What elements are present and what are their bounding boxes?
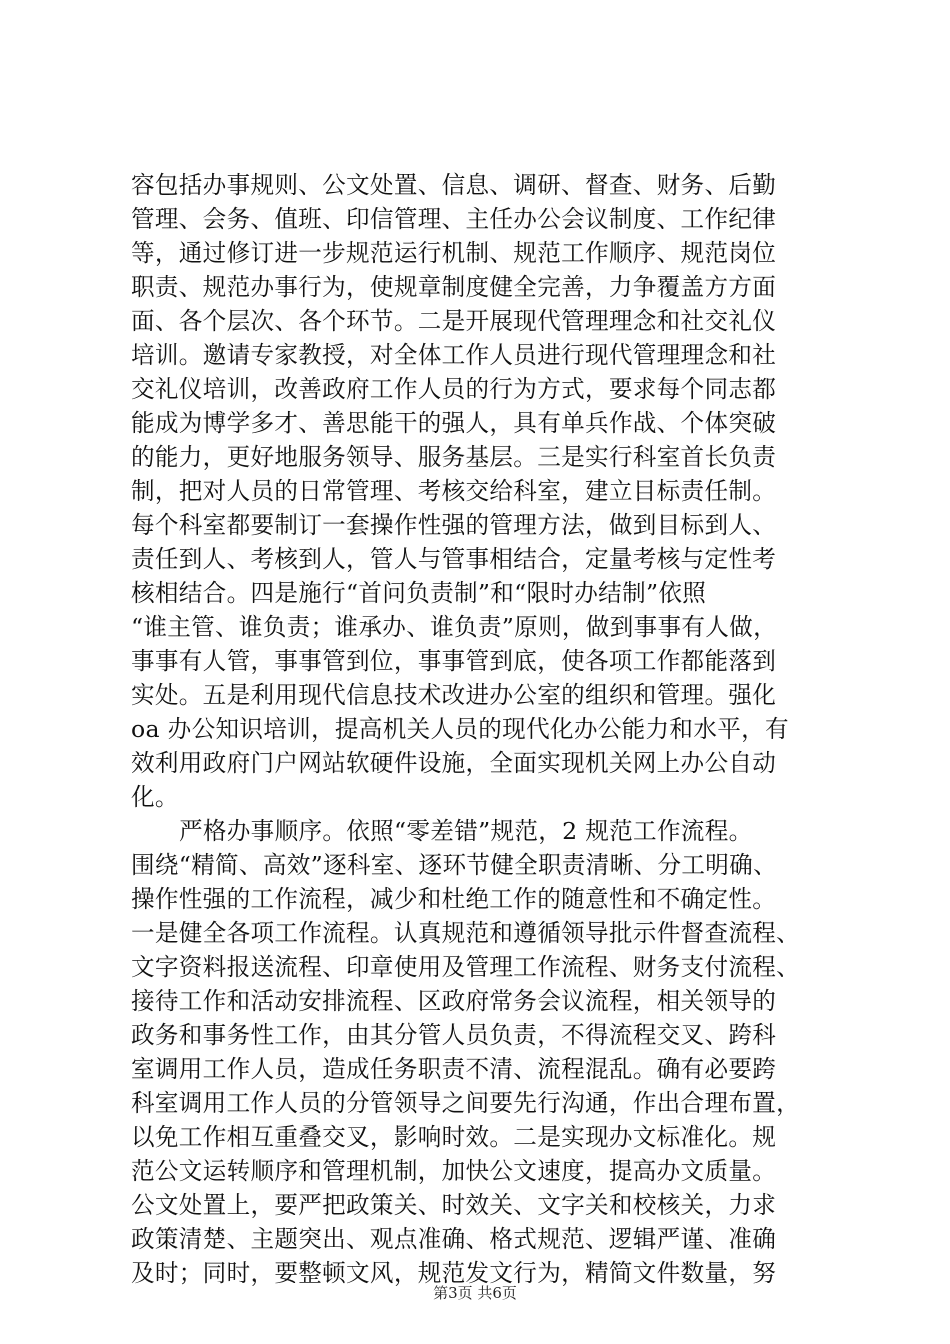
text-line: 严格办事顺序。依照“零差错”规范，2 规范工作流程。 xyxy=(179,817,753,845)
text-line: 管理、会务、值班、印信管理、主任办公会议制度、工作纪律 xyxy=(131,205,777,233)
text-line: 面、各个层次、各个环节。二是开展现代管理理念和社交礼仪 xyxy=(131,307,777,335)
text-line: “谁主管、谁负责；谁承办、谁负责”原则，做到事事有人做， xyxy=(131,613,777,641)
text-line: 的能力，更好地服务领导、服务基层。三是实行科室首长负责 xyxy=(131,443,777,471)
text-line: 制，把对人员的日常管理、考核交给科室，建立目标责任制。 xyxy=(131,477,777,505)
text-line: 及时；同时，要整顿文风，规范发文行为，精简文件数量，努 xyxy=(131,1259,777,1287)
text-line: 接待工作和活动安排流程、区政府常务会议流程，相关领导的 xyxy=(131,987,777,1015)
text-line: 政务和事务性工作，由其分管人员负责，不得流程交叉、跨科 xyxy=(131,1021,777,1049)
text-line: 等，通过修订进一步规范运行机制、规范工作顺序、规范岗位 xyxy=(131,239,777,267)
text-line: 化。 xyxy=(131,783,179,811)
text-line: 科室调用工作人员的分管领导之间要先行沟通，作出合理布置， xyxy=(131,1089,801,1117)
page-number-label: 第3页 共6页 xyxy=(433,1284,517,1302)
document-body xyxy=(131,168,841,1290)
paragraph-1 xyxy=(131,168,841,814)
text-line: 一是健全各项工作流程。认真规范和遵循领导批示件督查流程、 xyxy=(131,919,801,947)
text-line: 交礼仪培训，改善政府工作人员的行为方式，要求每个同志都 xyxy=(131,375,777,403)
text-line: 能成为博学多才、善思能干的强人，具有单兵作战、个体突破 xyxy=(131,409,777,437)
text-line: 范公文运转顺序和管理机制，加快公文速度，提高办文质量。 xyxy=(131,1157,777,1185)
text-line: oa 办公知识培训，提高机关人员的现代化办公能力和水平，有 xyxy=(131,715,789,743)
text-line: 培训。邀请专家教授，对全体工作人员进行现代管理理念和社 xyxy=(131,341,777,369)
text-line: 文字资料报送流程、印章使用及管理工作流程、财务支付流程、 xyxy=(131,953,801,981)
text-line: 每个科室都要制订一套操作性强的管理方法，做到目标到人、 xyxy=(131,511,777,539)
text-line: 事事有人管，事事管到位，事事管到底，使各项工作都能落到 xyxy=(131,647,777,675)
text-line: 实处。五是利用现代信息技术改进办公室的组织和管理。强化 xyxy=(131,681,777,709)
text-line: 操作性强的工作流程，减少和杜绝工作的随意性和不确定性。 xyxy=(131,885,777,913)
text-line: 效利用政府门户网站软硬件设施，全面实现机关网上办公自动 xyxy=(131,749,777,777)
text-line: 职责、规范办事行为，使规章制度健全完善，力争覆盖方方面 xyxy=(131,273,777,301)
text-line: 公文处置上，要严把政策关、时效关、文字关和校核关，力求 xyxy=(131,1191,777,1219)
page-footer xyxy=(0,1283,950,1303)
paragraph-2 xyxy=(131,814,841,1290)
text-line: 责任到人、考核到人，管人与管事相结合，定量考核与定性考 xyxy=(131,545,777,573)
text-line: 以免工作相互重叠交叉，影响时效。二是实现办文标准化。规 xyxy=(131,1123,777,1151)
text-line: 室调用工作人员，造成任务职责不清、流程混乱。确有必要跨 xyxy=(131,1055,777,1083)
text-line: 围绕“精简、高效”逐科室、逐环节健全职责清晰、分工明确、 xyxy=(131,851,777,879)
text-line: 政策清楚、主题突出、观点准确、格式规范、逻辑严谨、准确 xyxy=(131,1225,777,1253)
text-line: 容包括办事规则、公文处置、信息、调研、督查、财务、后勤 xyxy=(131,171,777,199)
text-line: 核相结合。四是施行“首问负责制”和“限时办结制”依照 xyxy=(131,579,707,607)
